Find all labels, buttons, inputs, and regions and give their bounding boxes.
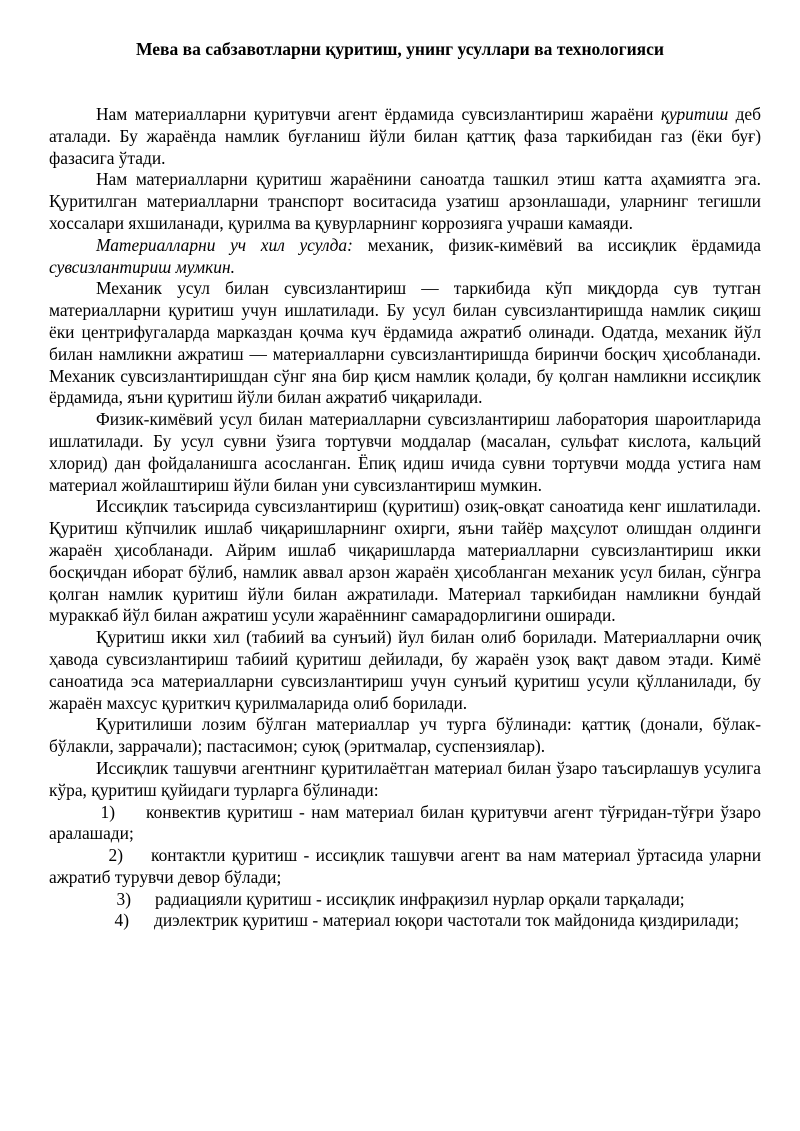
list-number: 2): [108, 845, 123, 866]
list-item-text: контактли қуритиш - иссиқлик ташувчи агент ва нам материал ўртасида уларни ажратиб турувчи девор бўлади;: [49, 845, 761, 887]
paragraph-importance: Нам материалларни қуритиш жараёнини саноатда ташкил этиш катта аҳамиятга эга. Қуритилган материалларни транспорт воситасида узатиш арзонлашади, уларнинг тегишли хоссалари яхшиланади, қурилма ва қувурларнинг коррозияга учраши камаяди.: [49, 169, 761, 233]
list-number: 3): [116, 888, 131, 909]
paragraph-thermal: Иссиқлик таъсирида сувсизлантириш (қуритиш) озиқ-овқат саноатида кенг ишлатилади. Қуритиш кўпчилик ишлаб чиқаришларнинг охирги, яъни тайёр маҳсулот олишдан олдинги жараён ҳисобланади. Айрим ишлаб чиқаришларда материалларни сувсизлантириш икки босқичдан иборат бўлиб, намлик аввал арзон жараён ҳисобланган механик усул билан, сўнгра қолган намлик қуритиш йўли билан ажратилади. Материал таркибидан намликни бундай мураккаб йўл билан ажратиш усули жараённинг самарадорлигини оширади.: [49, 496, 761, 626]
list-item-text: конвектив қуритиш - нам материал билан қуритувчи агент тўғридан-тўғри ўзаро аралашади;: [49, 801, 761, 844]
list-item: [49, 910, 761, 932]
list-number: 1): [100, 801, 115, 822]
italic-phrase: сувсизлантириш мумкин.: [49, 256, 235, 277]
italic-phrase: Материалларни уч хил усулда:: [96, 234, 353, 255]
paragraph-material-types: Қуритилиши лозим бўлган материаллар уч турга бўлинади: қаттиқ (донали, бўлак-бўлакли, заррачали); пастасимон; суюқ (эритмалар, суспензиялар).: [49, 714, 761, 757]
paragraph-definition: [49, 104, 761, 169]
paragraph-natural-artificial: Қуритиш икки хил (табиий ва сунъий) йул билан олиб борилади. Материалларни очиқ ҳавода сувсизлантириш табиий қуритиш дейилади, бу жараён узоқ вақт давом этади. Кимё саноатида эса материалларни сувсизлантириш учун сунъий қуритиш усули қўлланилади, бу жараён махсус қуриткич қурилмаларида олиб борилади.: [49, 627, 761, 713]
paragraph-text: деб аталади. Бу жараёнда намлик буғланиш йўли билан қаттиқ фаза таркибидан газ (ёки буғ) фазасига ўтади.: [49, 104, 761, 168]
paragraph-physicochemical: Физик-кимёвий усул билан материалларни сувсизлантириш лаборатория шароитларида ишлатилади. Бу усул сувни ўзига тортувчи моддалар (масалан, сульфат кислота, кальций хлорид) дан фойдаланишга асосланган. Ёпиқ идиш ичида сувни тортувчи модда устига нам материал жойлаштириш йўли билан уни сувсизлантириш мумкин.: [49, 409, 761, 495]
italic-term: қуритиш: [660, 104, 729, 124]
list-item-text: диэлектрик қуритиш - материал юқори частотали ток майдонида қиздирилади;: [154, 910, 740, 931]
document-title: Мева ва сабзавотларни қуритиш, унинг усуллари ва технологияси: [136, 39, 664, 59]
list-number: 4): [114, 910, 129, 931]
document-body: [49, 104, 761, 932]
list-item: [49, 889, 761, 911]
list-item: [49, 802, 761, 846]
paragraph-text: Нам материалларни қуритувчи агент ёрдамида сувсизлантириш жараёни: [96, 104, 661, 124]
paragraph-methods: [49, 235, 761, 279]
paragraph-text: механик, физик-кимёвий ва иссиқлик ёрдамида: [352, 234, 761, 255]
paragraph-drying-types-intro: Иссиқлик ташувчи агентнинг қуритилаётган материал билан ўзаро таъсирлашув усулига кўра, қуритиш қуйидаги турларга бўлинади:: [49, 757, 761, 800]
list-item: [49, 845, 761, 889]
list-item-text: радиацияли қуритиш - иссиқлик инфрақизил нурлар орқали тарқалади;: [155, 888, 685, 909]
paragraph-mechanical: Механик усул билан сувсизлантириш — таркибида кўп миқдорда сув тутган материалларни қуритиш учун ишлатилади. Бу усул билан сувсизлантиришда намлик сиқиш ёки центрифугаларда марказдан қочма куч ёрдамида ажратиб олинади. Одатда, механик йўл билан намликни ажратиш — материалларни сувсизлантиришда биринчи босқич ҳисобланади. Механик сувсизлантиришдан сўнг яна бир қисм намлик қолади, бу қолган намликни иссиқлик ёрдамида, яъни қуритиш йўли билан ажратиб чиқарилади.: [49, 278, 761, 408]
